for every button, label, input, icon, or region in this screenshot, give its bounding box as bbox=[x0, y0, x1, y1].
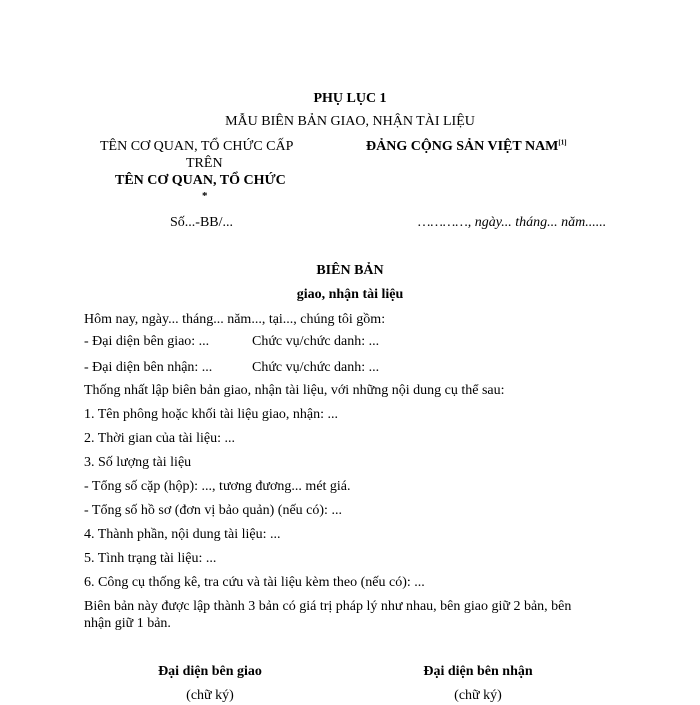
item-document-time: 2. Thời gian của tài liệu: ... bbox=[84, 431, 235, 446]
party-name-text: ĐẢNG CỘNG SẢN VIỆT NAM bbox=[366, 139, 559, 154]
form-title: MẪU BIÊN BẢN GIAO, NHẬN TÀI LIỆU bbox=[225, 114, 475, 129]
minutes-title: BIÊN BẢN bbox=[316, 263, 384, 278]
receiver-signature-title: Đại diện bên nhận bbox=[423, 664, 533, 679]
org-name: TÊN CƠ QUAN, TỔ CHỨC bbox=[115, 173, 286, 188]
giver-signature-note: (chữ ký) bbox=[186, 688, 234, 703]
superior-org-line1: TÊN CƠ QUAN, TỔ CHỨC CẤP bbox=[100, 139, 294, 154]
item-file-count: - Tổng số hồ sơ (đơn vị bảo quản) (nếu có): ... bbox=[84, 503, 342, 518]
org-asterisk: * bbox=[202, 190, 208, 202]
item-document-condition: 5. Tình trạng tài liệu: ... bbox=[84, 551, 217, 566]
giver-signature-title: Đại diện bên giao bbox=[158, 664, 262, 679]
place-date: …………, ngày... tháng... năm...... bbox=[418, 215, 607, 230]
item-document-quantity: 3. Số lượng tài liệu bbox=[84, 455, 192, 470]
closing-line-1: Biên bản này được lập thành 3 bản có giá trị pháp lý như nhau, bên giao giữ 2 bản, bên bbox=[84, 599, 572, 614]
party-name bbox=[366, 138, 567, 156]
document-number: Số...-BB/... bbox=[170, 215, 234, 230]
giver-representative: - Đại diện bên giao: ... bbox=[84, 334, 210, 349]
receiver-position: Chức vụ/chức danh: ... bbox=[252, 360, 380, 375]
minutes-subtitle: giao, nhận tài liệu bbox=[296, 287, 404, 302]
superior-org-line2: TRÊN bbox=[186, 156, 223, 171]
item-fond-name: 1. Tên phông hoặc khối tài liệu giao, nhận: ... bbox=[84, 407, 339, 422]
closing-line-2: nhận giữ 1 bản. bbox=[84, 616, 171, 631]
footnote-ref: [1] bbox=[558, 138, 567, 147]
item-lookup-tools: 6. Công cụ thống kê, tra cứu và tài liệu kèm theo (nếu có): ... bbox=[84, 575, 425, 590]
receiver-representative: - Đại diện bên nhận: ... bbox=[84, 360, 213, 375]
item-box-count: - Tổng số cặp (hộp): ..., tương đương... mét giá. bbox=[84, 479, 351, 494]
agreement-line: Thống nhất lập biên bản giao, nhận tài liệu, với những nội dung cụ thể sau: bbox=[84, 383, 505, 398]
receiver-signature-note: (chữ ký) bbox=[454, 688, 502, 703]
item-document-content: 4. Thành phần, nội dung tài liệu: ... bbox=[84, 527, 281, 542]
appendix-heading: PHỤ LỤC 1 bbox=[313, 91, 387, 106]
giver-position: Chức vụ/chức danh: ... bbox=[252, 334, 380, 349]
intro-line: Hôm nay, ngày... tháng... năm..., tại..., chúng tôi gồm: bbox=[84, 312, 386, 327]
